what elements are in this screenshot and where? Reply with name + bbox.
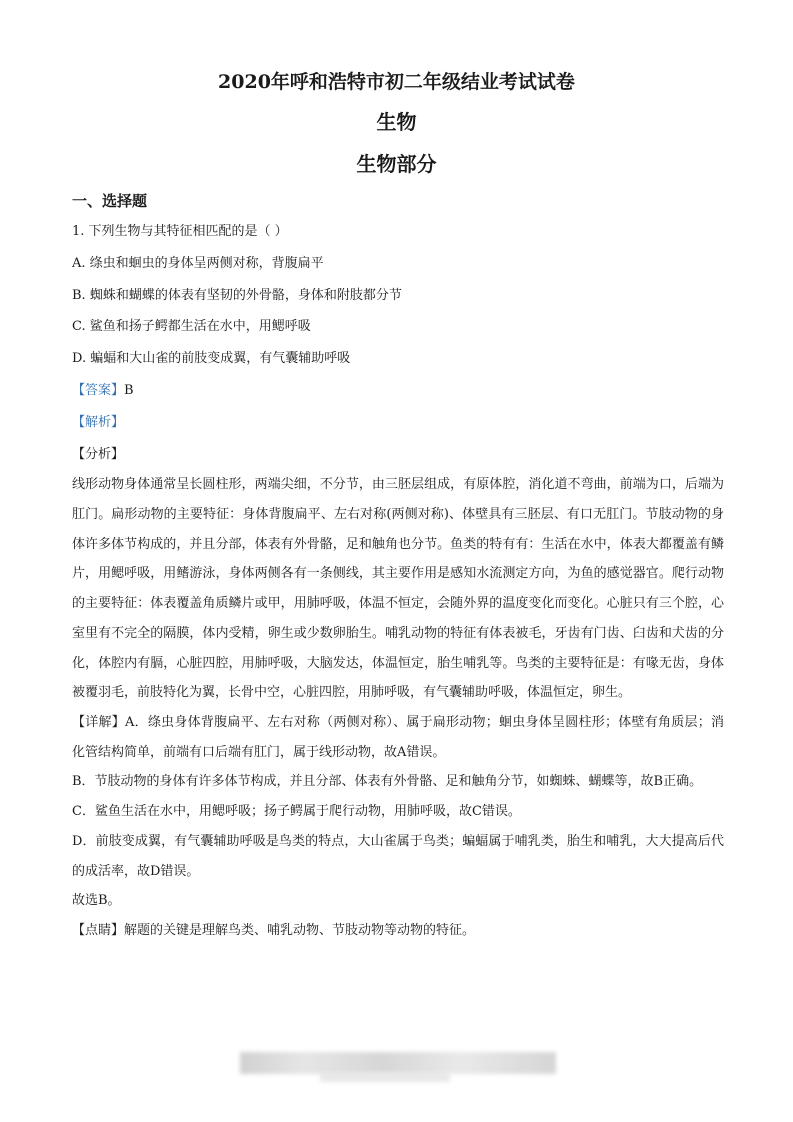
detail-b-paragraph: B．节肢动物的身体有许多体节构成，并且分部、体表有外骨骼、足和触角分节，如蜘蛛、蝴蝶等，故B正确。 (72, 774, 703, 790)
analysis-tag: 【解析】 (72, 414, 125, 430)
fenxi-line (72, 439, 724, 471)
detail-a-text: A．绦虫身体背腹扁平、左右对称（两侧对称）、属于扁形动物；蛔虫身体呈圆柱形；体壁有角质层；消化管结构简单，前端有口后端有肛门，属于线形动物，故A错误。 (72, 715, 724, 760)
option-c: C. 鲨鱼和扬子鳄都生活在水中，用鳃呼吸 (72, 319, 311, 335)
dianjing-text: 解题的关键是理解鸟类、哺乳动物、节肢动物等动物的特征。 (124, 922, 476, 938)
fenxi-tag: 【分析】 (72, 446, 125, 462)
analysis-line (72, 407, 724, 439)
title-block (0, 64, 793, 184)
option-b: B. 蜘蛛和蝴蝶的体表有坚韧的外骨骼，身体和附肢都分节 (72, 287, 402, 303)
exam-title: 2020年呼和浩特市初二年级结业考试试卷 (218, 71, 575, 93)
detail-tag: 【详解】 (72, 715, 125, 730)
dianjing-tag: 【点睛】 (72, 922, 125, 938)
dianjing-paragraph (72, 916, 724, 946)
option-a: A. 绦虫和蛔虫的身体呈两侧对称，背腹扁平 (72, 255, 324, 271)
section-heading: 一、选择题 (72, 192, 148, 210)
subject-title: 生物 (376, 110, 417, 134)
blurred-footer-watermark-sub (320, 1072, 450, 1082)
detail-d-paragraph: D．前肢变成翼，有气囊辅助呼吸是鸟类的特点，大山雀属于鸟类；蝙蝠属于哺乳类，胎生和哺乳，大大提高后代的成活率，故D错误。 (72, 833, 724, 879)
answer-line (72, 375, 724, 407)
question-stem: 1. 下列生物与其特征相匹配的是（ ） (72, 224, 288, 239)
conclusion: 故选B。 (72, 893, 121, 909)
detail-c-paragraph: C．鲨鱼生活在水中，用鳃呼吸；扬子鳄属于爬行动物，用肺呼吸，故C错误。 (72, 804, 521, 820)
part-title: 生物部分 (356, 152, 437, 176)
fenxi-paragraph: 线形动物身体通常呈长圆柱形，两端尖细，不分节，由三胚层组成，有原体腔，消化道不弯曲，前端为口，后端为肛门。扁形动物的主要特征：身体背腹扁平、左右对称(两侧对称)、体壁具有三胚层、有口无肛门。节肢动物的身体许多体节构成的，并且分部，体表有外骨骼，足和触角也分节。鱼类的特有有：生活在水中，体表大都覆盖有鳞片，用鳃呼吸，用鳍游泳，身体两侧各有一条侧线，其主要作用是感知水流测定方向，为鱼的感觉器官。爬行动物的主要特征：体表覆盖角质鳞片或甲，用肺呼吸，体温不恒定，会随外界的温度变化而变化。心脏只有三个腔，心室里有不完全的隔膜，体内受精，卵生或少数卵胎生。哺乳动物的特征有体表被毛，牙齿有门齿、臼齿和犬齿的分化，体腔内有膈，心脏四腔，用肺呼吸，大脑发达，体温恒定，胎生哺乳等。鸟类的主要特征是：有喙无齿，身体被覆羽毛，前肢特化为翼，长骨中空，心脏四腔，用肺呼吸，有气囊辅助呼吸，体温恒定，卵生。 (72, 477, 724, 701)
answer-tag: 【答案】 (72, 382, 125, 398)
detail-a-paragraph (72, 708, 724, 767)
blurred-footer-watermark (240, 1052, 556, 1074)
answer-value: B (124, 382, 134, 398)
option-d: D. 蝙蝠和大山雀的前肢变成翼，有气囊辅助呼吸 (72, 351, 351, 367)
content (72, 188, 724, 946)
